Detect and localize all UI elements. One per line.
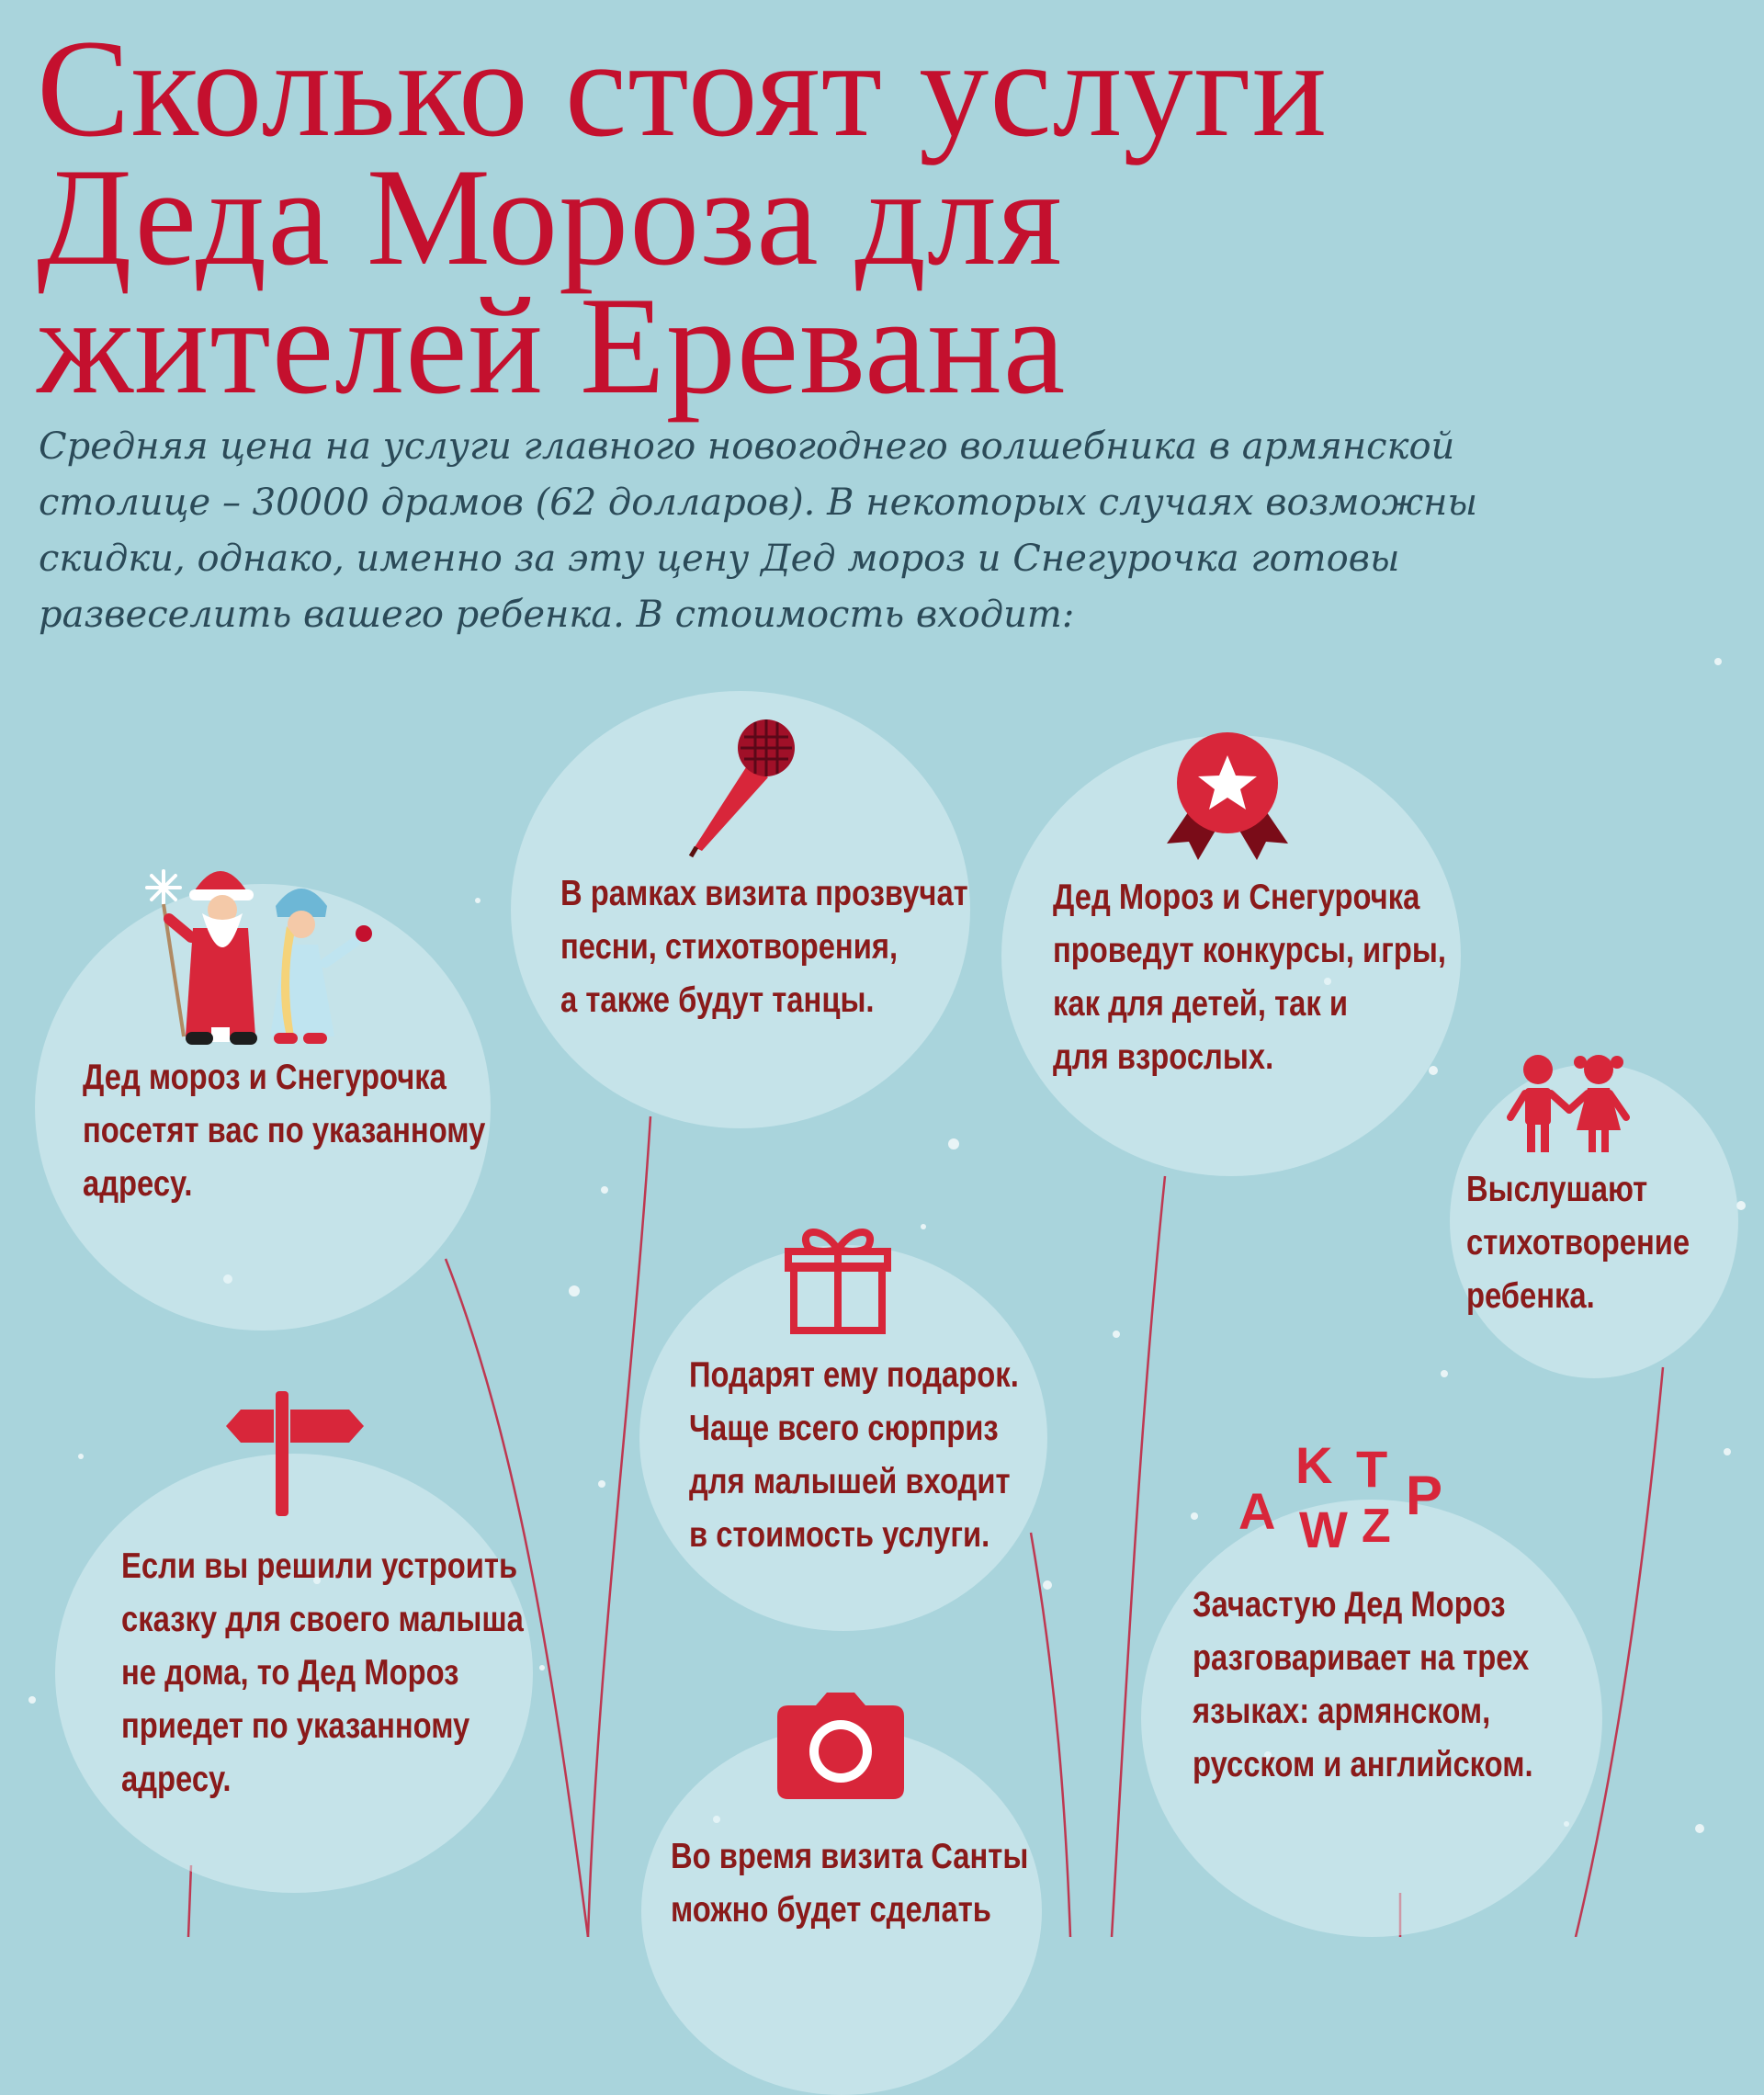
item-text-visit: Дед мороз и Снегурочка посетят вас по указанному адресу. — [83, 1058, 486, 1204]
microphone-icon — [687, 713, 797, 860]
item-text-photo: Во время визита Санты можно будет сделать — [671, 1837, 1029, 1930]
santa-snow-maiden-icon — [138, 853, 386, 1057]
item-text-gift: Подарят ему подарок. Чаще всего сюрприз для малышей входит в стоимость услуги. — [689, 1355, 1019, 1555]
page-title: Сколько стоят услуги Деда Мороза для жителей Еревана — [37, 11, 1329, 423]
page-subtitle: Средняя цена на услуги главного новогоднего волшебника в армянской столице – 30000 драмов (62 долларов). В некоторых случаях возможны скидки, однако, именно за эту цену Дед мороз и Снегурочка готовы развеселить вашего ребенка. В стоимость входит: — [39, 425, 1478, 636]
gift-icon — [785, 1220, 891, 1334]
letters-icon — [1235, 1435, 1448, 1557]
letter-w: W — [1299, 1500, 1348, 1557]
letter-z: Z — [1362, 1500, 1391, 1553]
item-text-tale: Если вы решили устроить сказку для своего малыша не дома, то Дед Мороз приедет по указанному адресу. — [121, 1546, 524, 1799]
letter-p: P — [1406, 1465, 1443, 1526]
children-icon — [1507, 1051, 1630, 1154]
item-text-languages: Зачастую Дед Мороз разговаривает на трех языках: армянском, русском и английском. — [1193, 1585, 1533, 1784]
item-text-contests: Дед Мороз и Снегурочка проведут конкурсы, игры, как для детей, так и для взрослых. — [1053, 878, 1446, 1077]
item-text-poems: Выслушают стихотворение ребенка. — [1466, 1170, 1690, 1316]
letter-k: K — [1295, 1436, 1333, 1494]
item-text-songs: В рамках визита прозвучат песни, стихотворения, а также будут танцы. — [560, 874, 968, 1020]
award-badge-icon — [1161, 724, 1294, 862]
letter-t: T — [1356, 1440, 1388, 1498]
camera-icon — [775, 1691, 906, 1801]
letter-a: A — [1238, 1482, 1276, 1540]
signpost-icon — [220, 1386, 368, 1516]
